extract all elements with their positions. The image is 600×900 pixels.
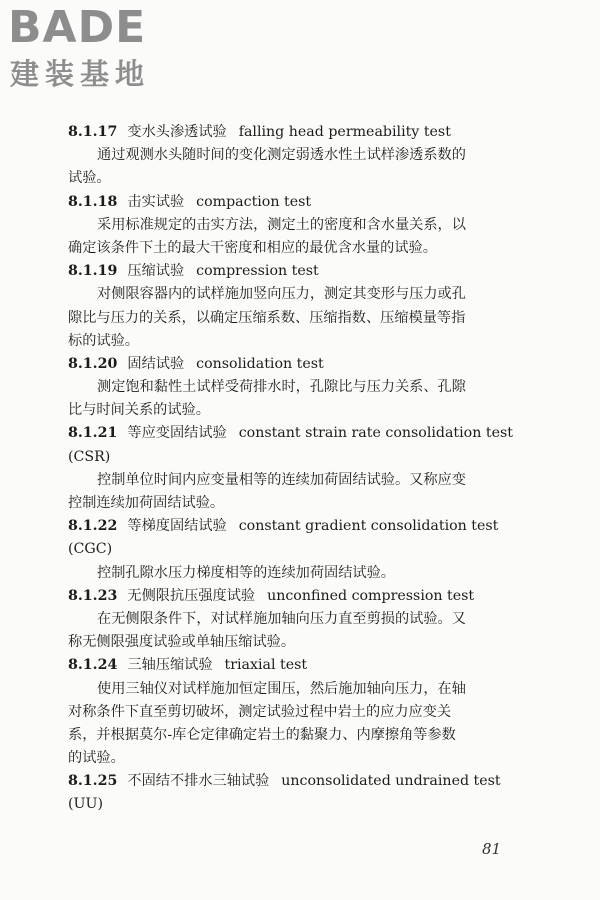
definition-line: 试验。 (68, 170, 111, 187)
term-number: 8.1.24 (68, 657, 118, 674)
definition-line: 系，并根据莫尔-库仑定律确定岩土的黏聚力、内摩擦角等参数 (68, 726, 456, 743)
definition-line: 控制孔隙水压力梯度相等的连续加荷固结试验。 (97, 564, 395, 581)
definition-line: 确定该条件下土的最大干密度和相应的最优含水量的试验。 (68, 239, 437, 256)
term-chinese: 压缩试验 (127, 263, 185, 280)
definition-line: 称无侧限强度试验或单轴压缩试验。 (68, 634, 296, 651)
definition-line: 对侧限容器内的试样施加竖向压力，测定其变形与压力或孔 (97, 286, 466, 303)
logo-subtitle: 建装基地 (10, 57, 151, 91)
term-chinese: 变水头渗透试验 (127, 124, 227, 140)
definition-line: 比与时间关系的试验。 (68, 402, 210, 419)
term-english: consolidation test (196, 355, 324, 372)
definition-line: 控制连续加荷固结试验。 (68, 495, 225, 511)
term-number: 8.1.23 (68, 587, 118, 604)
bade-logo (8, 4, 188, 96)
term-heading (68, 585, 518, 608)
definition-line: 测定饱和黏性土试样受荷排水时，孔隙比与压力关系、孔隙 (97, 379, 466, 396)
glossary-body (68, 121, 518, 817)
logo-wordmark: BADE (8, 2, 147, 53)
term-english: compression test (196, 263, 319, 280)
term-abbreviation: (CSR) (68, 448, 111, 465)
term-chinese: 固结试验 (127, 355, 185, 372)
term-heading (68, 121, 518, 144)
term-heading (68, 515, 518, 538)
term-heading (68, 191, 518, 214)
term-heading (68, 260, 518, 283)
term-number: 8.1.18 (68, 193, 118, 210)
definition-line: 通过观测水头随时间的变化测定弱透水性土试样渗透系数的 (97, 147, 466, 164)
term-chinese: 等梯度固结试验 (127, 518, 227, 535)
term-abbreviation: (CGC) (68, 541, 113, 558)
term-english: constant strain rate consolidation test (238, 425, 513, 442)
definition-line: 对称条件下直至剪切破坏，测定试验过程中岩土的应力应变关 (68, 703, 452, 720)
term-english: compaction test (196, 193, 312, 210)
definition-line: 隙比与压力的关系，以确定压缩系数、压缩指数、压缩模量等指 (68, 309, 466, 326)
term-chinese: 无侧限抗压强度试验 (127, 587, 256, 604)
term-english: constant gradient consolidation test (238, 518, 499, 535)
definition-line: 标的试验。 (68, 332, 139, 349)
term-number: 8.1.22 (68, 518, 118, 535)
term-number: 8.1.21 (68, 425, 118, 442)
term-heading (68, 353, 518, 376)
term-number: 8.1.20 (68, 355, 118, 372)
definition-line: 采用标准规定的击实方法，测定土的密度和含水量关系，以 (97, 216, 466, 233)
term-english: falling head permeability test (238, 124, 451, 140)
term-heading (68, 422, 518, 445)
definition-line: 的试验。 (68, 750, 125, 767)
definition-line: 控制单位时间内应变量相等的连续加荷固结试验。又称应变 (97, 471, 466, 488)
term-number: 8.1.19 (68, 263, 118, 280)
definition-line: 使用三轴仪对试样施加恒定围压，然后施加轴向压力，在轴 (97, 680, 466, 697)
term-english: unconsolidated undrained test (281, 773, 501, 790)
term-chinese: 击实试验 (127, 193, 185, 210)
term-english: unconfined compression test (267, 587, 475, 604)
term-heading (68, 654, 518, 677)
term-chinese: 等应变固结试验 (127, 425, 227, 442)
term-number: 8.1.17 (68, 124, 118, 140)
term-abbreviation: (UU) (68, 796, 103, 813)
definition-line: 在无侧限条件下，对试样施加轴向压力直至剪损的试验。又 (97, 610, 466, 627)
page-number: 81 (482, 840, 502, 858)
term-number: 8.1.25 (68, 773, 118, 790)
term-chinese: 三轴压缩试验 (127, 657, 213, 674)
term-heading (68, 770, 518, 793)
term-chinese: 不固结不排水三轴试验 (127, 773, 270, 790)
term-english: triaxial test (224, 657, 308, 674)
